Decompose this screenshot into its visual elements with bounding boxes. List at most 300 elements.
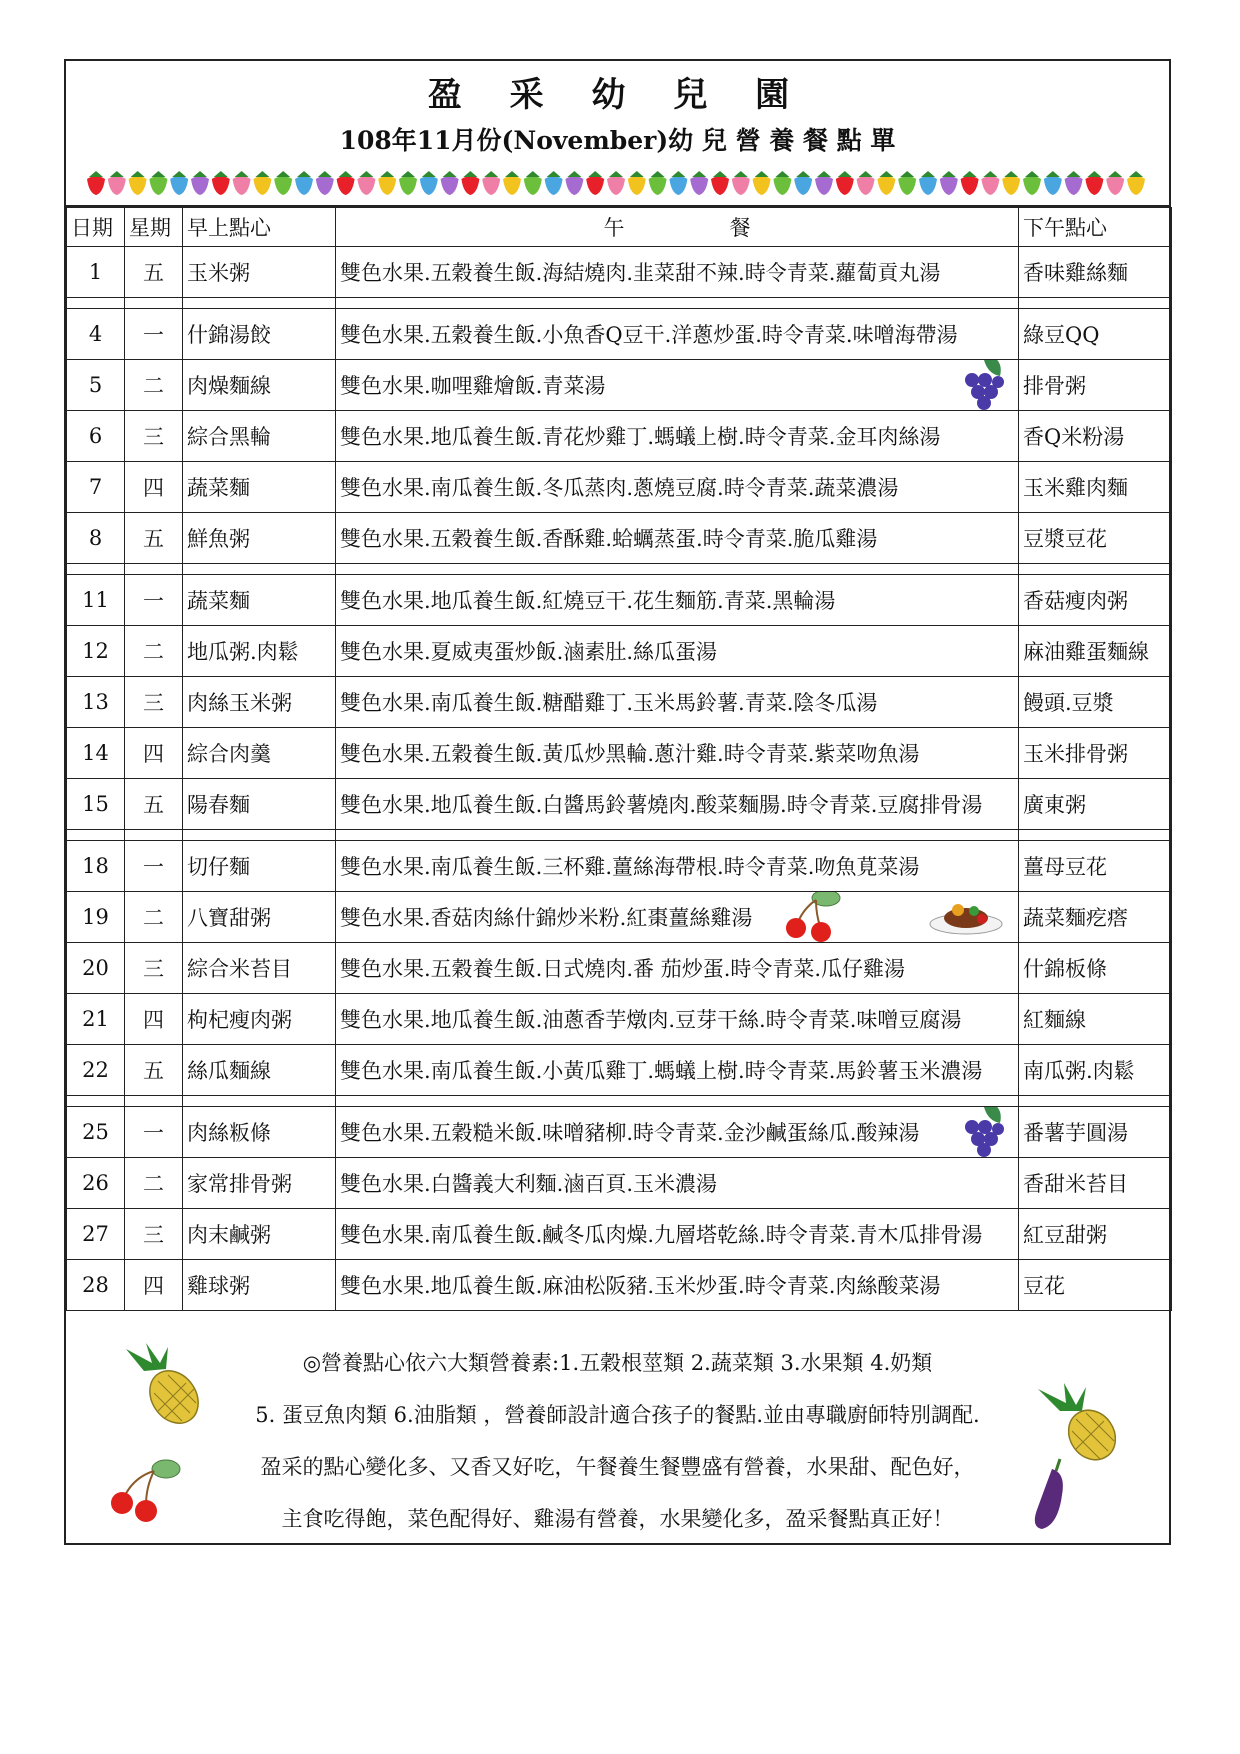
afternoon-snack-text: 豆漿豆花 bbox=[1023, 527, 1107, 551]
morning-snack-cell bbox=[183, 994, 336, 1045]
food-plate-icon bbox=[776, 892, 1006, 943]
week-separator bbox=[67, 1096, 1172, 1107]
date-text: 18 bbox=[82, 854, 109, 878]
table-row bbox=[67, 1045, 1172, 1096]
lunch-text: 雙色水果.五穀養生飯.日式燒肉.番 茄炒蛋.時令青菜.瓜仔雞湯 bbox=[340, 957, 906, 981]
day-text: 四 bbox=[143, 742, 164, 766]
separator-cell bbox=[125, 1096, 183, 1107]
afternoon-snack-text: 番薯芋圓湯 bbox=[1023, 1121, 1128, 1145]
date-text: 19 bbox=[82, 905, 109, 929]
morning-snack-cell bbox=[183, 309, 336, 360]
day-text: 五 bbox=[143, 793, 164, 817]
morning-snack-text: 鮮魚粥 bbox=[187, 527, 250, 551]
date-cell bbox=[67, 1107, 125, 1158]
separator-cell bbox=[67, 830, 125, 841]
date-text: 13 bbox=[82, 690, 109, 714]
date-text: 25 bbox=[82, 1120, 109, 1144]
table-row bbox=[67, 728, 1172, 779]
table-row bbox=[67, 513, 1172, 564]
morning-snack-cell bbox=[183, 1045, 336, 1096]
day-text: 五 bbox=[143, 527, 164, 551]
morning-snack-text: 家常排骨粥 bbox=[187, 1172, 292, 1196]
table-row bbox=[67, 677, 1172, 728]
date-text: 12 bbox=[82, 639, 109, 663]
lunch-text: 雙色水果.夏威夷蛋炒飯.滷素肚.絲瓜蛋湯 bbox=[340, 640, 718, 664]
date-text: 20 bbox=[82, 956, 109, 980]
day-text: 二 bbox=[143, 1172, 164, 1196]
strawberry-icon bbox=[545, 171, 563, 195]
strawberry-icon bbox=[316, 171, 334, 195]
lunch-cell bbox=[336, 1209, 1019, 1260]
col-morning-header: 早上點心 bbox=[183, 208, 336, 247]
date-cell bbox=[67, 309, 125, 360]
table-row bbox=[67, 841, 1172, 892]
afternoon-snack-cell bbox=[1019, 411, 1172, 462]
morning-snack-text: 蔬菜麵 bbox=[187, 589, 250, 613]
strawberry-icon bbox=[170, 171, 188, 195]
date-cell bbox=[67, 677, 125, 728]
morning-snack-cell bbox=[183, 943, 336, 994]
table-row bbox=[67, 994, 1172, 1045]
afternoon-snack-text: 薑母豆花 bbox=[1023, 855, 1107, 879]
table-row bbox=[67, 943, 1172, 994]
table-header-row bbox=[67, 208, 1172, 247]
table-row bbox=[67, 575, 1172, 626]
afternoon-snack-text: 麻油雞蛋麵線 bbox=[1023, 640, 1149, 664]
strawberry-icon bbox=[565, 171, 583, 195]
afternoon-snack-text: 豆花 bbox=[1023, 1274, 1065, 1298]
lunch-text: 雙色水果.南瓜養生飯.冬瓜蒸肉.蔥燒豆腐.時令青菜.蔬菜濃湯 bbox=[340, 476, 899, 500]
morning-snack-text: 肉燥麵線 bbox=[187, 374, 271, 398]
footer-line-1: ◎營養點心依六大類營養素:1.五穀根莖類 2.蔬菜類 3.水果類 4.奶類 bbox=[302, 1351, 933, 1375]
morning-snack-cell bbox=[183, 728, 336, 779]
morning-snack-text: 地瓜粥.肉鬆 bbox=[187, 640, 299, 664]
day-cell bbox=[125, 1260, 183, 1311]
date-cell bbox=[67, 513, 125, 564]
morning-snack-cell bbox=[183, 1209, 336, 1260]
afternoon-snack-cell bbox=[1019, 575, 1172, 626]
col-day-header: 星期 bbox=[125, 208, 183, 247]
strawberry-icon bbox=[836, 171, 854, 195]
strawberry-icon bbox=[898, 171, 916, 195]
strawberry-icon bbox=[357, 171, 375, 195]
lunch-cell bbox=[336, 1045, 1019, 1096]
afternoon-snack-cell bbox=[1019, 513, 1172, 564]
date-cell bbox=[67, 728, 125, 779]
lunch-text: 雙色水果.五穀養生飯.小魚香Q豆干.洋蔥炒蛋.時令青菜.味噌海帶湯 bbox=[340, 323, 958, 347]
strawberry-icon bbox=[149, 171, 167, 195]
afternoon-snack-cell bbox=[1019, 309, 1172, 360]
table-row bbox=[67, 1158, 1172, 1209]
morning-snack-cell bbox=[183, 575, 336, 626]
day-cell bbox=[125, 841, 183, 892]
strawberry-icon bbox=[1106, 171, 1124, 195]
lunch-cell bbox=[336, 943, 1019, 994]
day-text: 三 bbox=[143, 691, 164, 715]
lunch-cell bbox=[336, 841, 1019, 892]
day-cell bbox=[125, 1107, 183, 1158]
menu-title: 108年11月份(November)幼 兒 營 養 餐 點 單 bbox=[339, 126, 896, 155]
strawberry-icon bbox=[524, 171, 542, 195]
date-cell bbox=[67, 462, 125, 513]
date-text: 1 bbox=[88, 260, 103, 284]
afternoon-snack-text: 南瓜粥.肉鬆 bbox=[1023, 1059, 1135, 1083]
lunch-text: 雙色水果.地瓜養生飯.青花炒雞丁.螞蟻上樹.時令青菜.金耳肉絲湯 bbox=[340, 425, 941, 449]
afternoon-snack-text: 香甜米苔目 bbox=[1023, 1172, 1128, 1196]
strawberry-icon bbox=[212, 171, 230, 195]
table-row bbox=[67, 779, 1172, 830]
afternoon-snack-text: 紅豆甜粥 bbox=[1023, 1223, 1107, 1247]
strawberry-icon bbox=[233, 171, 251, 195]
afternoon-snack-cell bbox=[1019, 247, 1172, 298]
day-cell bbox=[125, 779, 183, 830]
strawberry-icon bbox=[877, 171, 895, 195]
table-row bbox=[67, 309, 1172, 360]
afternoon-snack-cell bbox=[1019, 728, 1172, 779]
separator-cell bbox=[1019, 830, 1172, 841]
lunch-text: 雙色水果.五穀養生飯.香酥雞.蛤蠣蒸蛋.時令青菜.脆瓜雞湯 bbox=[340, 527, 878, 551]
lunch-cell bbox=[336, 1107, 1019, 1158]
day-cell bbox=[125, 994, 183, 1045]
morning-snack-cell bbox=[183, 1260, 336, 1311]
morning-snack-cell bbox=[183, 677, 336, 728]
afternoon-snack-cell bbox=[1019, 360, 1172, 411]
lunch-text: 雙色水果.南瓜養生飯.小黃瓜雞丁.螞蟻上樹.時令青菜.馬鈴薯玉米濃湯 bbox=[340, 1059, 983, 1083]
footer-notes bbox=[66, 1345, 1169, 1545]
table-row bbox=[67, 1209, 1172, 1260]
lunch-cell bbox=[336, 994, 1019, 1045]
separator-cell bbox=[125, 830, 183, 841]
separator-cell bbox=[183, 1096, 336, 1107]
strawberry-icon bbox=[108, 171, 126, 195]
morning-snack-cell bbox=[183, 1107, 336, 1158]
day-text: 一 bbox=[143, 1121, 164, 1145]
table-row bbox=[67, 360, 1172, 411]
eggplant-icon bbox=[1026, 1455, 1076, 1535]
day-cell bbox=[125, 626, 183, 677]
day-text: 五 bbox=[143, 261, 164, 285]
morning-snack-cell bbox=[183, 779, 336, 830]
date-cell bbox=[67, 626, 125, 677]
morning-snack-text: 綜合肉羹 bbox=[187, 742, 271, 766]
day-cell bbox=[125, 728, 183, 779]
school-name: 盈 采 幼 兒 園 bbox=[427, 75, 808, 115]
day-cell bbox=[125, 1209, 183, 1260]
strawberry-icon bbox=[669, 171, 687, 195]
separator-cell bbox=[1019, 1096, 1172, 1107]
lunch-text: 雙色水果.南瓜養生飯.三杯雞.薑絲海帶根.時令青菜.吻魚莧菜湯 bbox=[340, 855, 920, 879]
lunch-cell bbox=[336, 1260, 1019, 1311]
strawberry-icon bbox=[753, 171, 771, 195]
separator-cell bbox=[1019, 564, 1172, 575]
pineapple-icon bbox=[124, 1341, 204, 1427]
lunch-cell bbox=[336, 892, 1019, 943]
footer-line-4: 主食吃得飽，菜色配得好、雞湯有營養，水果變化多，盈采餐點真正好！ bbox=[281, 1507, 954, 1531]
morning-snack-cell bbox=[183, 1158, 336, 1209]
morning-snack-cell bbox=[183, 513, 336, 564]
date-cell bbox=[67, 1158, 125, 1209]
strawberry-icon bbox=[461, 171, 479, 195]
afternoon-snack-cell bbox=[1019, 677, 1172, 728]
morning-snack-cell bbox=[183, 411, 336, 462]
col-date-header: 日期 bbox=[67, 208, 125, 247]
date-text: 8 bbox=[88, 526, 103, 550]
day-cell bbox=[125, 513, 183, 564]
day-text: 三 bbox=[143, 1223, 164, 1247]
morning-snack-text: 絲瓜麵線 bbox=[187, 1059, 271, 1083]
separator-cell bbox=[125, 298, 183, 309]
strawberry-icon bbox=[1065, 171, 1083, 195]
strawberry-icon bbox=[857, 171, 875, 195]
morning-snack-text: 綜合黑輪 bbox=[187, 425, 271, 449]
footer-line-3: 盈采的點心變化多、又香又好吃，午餐養生餐豐盛有營養，水果甜、配色好， bbox=[260, 1455, 975, 1479]
lunch-text: 雙色水果.南瓜養生飯.糖醋雞丁.玉米馬鈴薯.青菜.陰冬瓜湯 bbox=[340, 691, 878, 715]
date-text: 7 bbox=[88, 475, 103, 499]
lunch-text: 雙色水果.南瓜養生飯.鹹冬瓜肉燥.九層塔乾絲.時令青菜.青木瓜排骨湯 bbox=[340, 1223, 983, 1247]
lunch-cell bbox=[336, 462, 1019, 513]
strawberry-icon bbox=[919, 171, 937, 195]
date-text: 28 bbox=[82, 1273, 109, 1297]
col-lunch-header: 午 餐 bbox=[336, 208, 1019, 247]
grapes-icon bbox=[958, 360, 1008, 411]
strawberry-border bbox=[86, 165, 1156, 197]
separator-cell bbox=[336, 830, 1019, 841]
date-text: 5 bbox=[88, 373, 103, 397]
morning-snack-text: 枸杞瘦肉粥 bbox=[187, 1008, 292, 1032]
strawberry-icon bbox=[87, 171, 105, 195]
day-cell bbox=[125, 1045, 183, 1096]
afternoon-snack-cell bbox=[1019, 626, 1172, 677]
afternoon-snack-cell bbox=[1019, 779, 1172, 830]
morning-snack-text: 肉絲玉米粥 bbox=[187, 691, 292, 715]
date-cell bbox=[67, 1260, 125, 1311]
afternoon-snack-cell bbox=[1019, 1260, 1172, 1311]
date-text: 22 bbox=[82, 1058, 109, 1082]
week-separator bbox=[67, 298, 1172, 309]
afternoon-snack-text: 紅麵線 bbox=[1023, 1008, 1086, 1032]
menu-sheet bbox=[64, 59, 1171, 1545]
strawberry-icon bbox=[690, 171, 708, 195]
footer-line-2: 5. 蛋豆魚肉類 6.油脂類 ，營養師設計適合孩子的餐點.並由專職廚師特別調配. bbox=[255, 1403, 980, 1427]
day-text: 一 bbox=[143, 589, 164, 613]
date-text: 4 bbox=[88, 322, 103, 346]
strawberry-icon bbox=[295, 171, 313, 195]
date-text: 6 bbox=[88, 424, 103, 448]
lunch-cell bbox=[336, 411, 1019, 462]
separator-cell bbox=[67, 298, 125, 309]
menu-table bbox=[66, 207, 1172, 1311]
lunch-cell bbox=[336, 626, 1019, 677]
day-text: 四 bbox=[143, 1274, 164, 1298]
separator-cell bbox=[183, 830, 336, 841]
afternoon-snack-text: 玉米排骨粥 bbox=[1023, 742, 1128, 766]
afternoon-snack-text: 什錦板條 bbox=[1023, 957, 1107, 981]
day-cell bbox=[125, 1158, 183, 1209]
date-cell bbox=[67, 1209, 125, 1260]
afternoon-snack-cell bbox=[1019, 1107, 1172, 1158]
morning-snack-text: 玉米粥 bbox=[187, 261, 250, 285]
table-row bbox=[67, 1260, 1172, 1311]
day-cell bbox=[125, 462, 183, 513]
pineapple-icon bbox=[1036, 1383, 1126, 1463]
separator-cell bbox=[1019, 298, 1172, 309]
afternoon-snack-text: 排骨粥 bbox=[1023, 374, 1086, 398]
lunch-text: 雙色水果.地瓜養生飯.白醬馬鈴薯燒肉.酸菜麵腸.時令青菜.豆腐排骨湯 bbox=[340, 793, 983, 817]
day-text: 二 bbox=[143, 906, 164, 930]
lunch-text: 雙色水果.五穀糙米飯.味噌豬柳.時令青菜.金沙鹹蛋絲瓜.酸辣湯 bbox=[340, 1121, 920, 1145]
morning-snack-text: 蔬菜麵 bbox=[187, 476, 250, 500]
day-text: 三 bbox=[143, 425, 164, 449]
afternoon-snack-text: 玉米雞肉麵 bbox=[1023, 476, 1128, 500]
separator-cell bbox=[67, 1096, 125, 1107]
strawberry-icon bbox=[191, 171, 209, 195]
separator-cell bbox=[67, 564, 125, 575]
date-text: 15 bbox=[82, 792, 109, 816]
strawberry-icon bbox=[399, 171, 417, 195]
strawberry-icon bbox=[337, 171, 355, 195]
strawberry-icon bbox=[732, 171, 750, 195]
afternoon-snack-cell bbox=[1019, 1158, 1172, 1209]
lunch-text: 雙色水果.咖哩雞燴飯.青菜湯 bbox=[340, 374, 606, 398]
strawberry-icon bbox=[649, 171, 667, 195]
date-text: 21 bbox=[82, 1007, 109, 1031]
lunch-text: 雙色水果.白醬義大利麵.滷百頁.玉米濃湯 bbox=[340, 1172, 718, 1196]
day-text: 二 bbox=[143, 374, 164, 398]
strawberry-icon bbox=[794, 171, 812, 195]
strawberry-icon bbox=[773, 171, 791, 195]
strawberry-icon bbox=[1127, 171, 1145, 195]
separator-cell bbox=[336, 1096, 1019, 1107]
afternoon-snack-text: 綠豆QQ bbox=[1023, 323, 1100, 347]
lunch-text: 雙色水果.五穀養生飯.黃瓜炒黑輪.蔥汁雞.時令青菜.紫菜吻魚湯 bbox=[340, 742, 920, 766]
afternoon-snack-cell bbox=[1019, 892, 1172, 943]
day-cell bbox=[125, 309, 183, 360]
strawberry-icon bbox=[628, 171, 646, 195]
strawberry-icon bbox=[253, 171, 271, 195]
lunch-text: 雙色水果.五穀養生飯.海結燒肉.韭菜甜不辣.時令青菜.蘿蔔貢丸湯 bbox=[340, 261, 941, 285]
strawberry-icon bbox=[586, 171, 604, 195]
afternoon-snack-cell bbox=[1019, 1209, 1172, 1260]
date-text: 27 bbox=[82, 1222, 109, 1246]
afternoon-snack-cell bbox=[1019, 1045, 1172, 1096]
separator-cell bbox=[336, 564, 1019, 575]
date-cell bbox=[67, 575, 125, 626]
table-row bbox=[67, 892, 1172, 943]
strawberry-icon bbox=[441, 171, 459, 195]
date-cell bbox=[67, 1045, 125, 1096]
lunch-cell bbox=[336, 513, 1019, 564]
strawberry-icon bbox=[482, 171, 500, 195]
morning-snack-text: 八寶甜粥 bbox=[187, 906, 271, 930]
date-cell bbox=[67, 943, 125, 994]
afternoon-snack-cell bbox=[1019, 943, 1172, 994]
morning-snack-text: 肉末鹹粥 bbox=[187, 1223, 271, 1247]
afternoon-snack-text: 廣東粥 bbox=[1023, 793, 1086, 817]
afternoon-snack-text: 香Q米粉湯 bbox=[1023, 425, 1125, 449]
strawberry-icon bbox=[815, 171, 833, 195]
day-text: 一 bbox=[143, 855, 164, 879]
strawberry-icon bbox=[1002, 171, 1020, 195]
morning-snack-cell bbox=[183, 841, 336, 892]
lunch-cell bbox=[336, 677, 1019, 728]
strawberry-icon bbox=[1023, 171, 1041, 195]
afternoon-snack-text: 蔬菜麵疙瘩 bbox=[1023, 906, 1128, 930]
separator-cell bbox=[336, 298, 1019, 309]
morning-snack-text: 切仔麵 bbox=[187, 855, 250, 879]
day-text: 四 bbox=[143, 1008, 164, 1032]
cherries-icon bbox=[104, 1457, 184, 1527]
afternoon-snack-text: 香味雞絲麵 bbox=[1023, 261, 1128, 285]
table-row bbox=[67, 247, 1172, 298]
day-text: 二 bbox=[143, 640, 164, 664]
day-cell bbox=[125, 247, 183, 298]
lunch-cell bbox=[336, 575, 1019, 626]
lunch-text: 雙色水果.香菇肉絲什錦炒米粉.紅棗薑絲雞湯 bbox=[340, 906, 753, 930]
date-text: 14 bbox=[82, 741, 109, 765]
day-cell bbox=[125, 575, 183, 626]
table-row bbox=[67, 411, 1172, 462]
morning-snack-cell bbox=[183, 360, 336, 411]
day-cell bbox=[125, 677, 183, 728]
afternoon-snack-cell bbox=[1019, 462, 1172, 513]
strawberry-icon bbox=[711, 171, 729, 195]
date-cell bbox=[67, 411, 125, 462]
lunch-cell bbox=[336, 728, 1019, 779]
day-cell bbox=[125, 360, 183, 411]
table-row bbox=[67, 626, 1172, 677]
afternoon-snack-cell bbox=[1019, 841, 1172, 892]
date-cell bbox=[67, 994, 125, 1045]
week-separator bbox=[67, 564, 1172, 575]
morning-snack-cell bbox=[183, 462, 336, 513]
morning-snack-text: 綜合米苔目 bbox=[187, 957, 292, 981]
morning-snack-text: 什錦湯餃 bbox=[187, 323, 271, 347]
strawberry-icon bbox=[961, 171, 979, 195]
strawberry-icon bbox=[607, 171, 625, 195]
table-row bbox=[67, 1107, 1172, 1158]
morning-snack-cell bbox=[183, 892, 336, 943]
lunch-cell bbox=[336, 309, 1019, 360]
date-cell bbox=[67, 841, 125, 892]
date-text: 11 bbox=[82, 588, 109, 612]
strawberry-icon bbox=[940, 171, 958, 195]
lunch-cell bbox=[336, 779, 1019, 830]
cherries-icon bbox=[786, 892, 840, 943]
day-text: 三 bbox=[143, 957, 164, 981]
separator-cell bbox=[183, 298, 336, 309]
grapes-icon bbox=[958, 1107, 1008, 1158]
lunch-cell bbox=[336, 247, 1019, 298]
afternoon-snack-cell bbox=[1019, 994, 1172, 1045]
date-cell bbox=[67, 247, 125, 298]
lunch-cell bbox=[336, 1158, 1019, 1209]
day-cell bbox=[125, 892, 183, 943]
date-cell bbox=[67, 360, 125, 411]
lunch-text: 雙色水果.地瓜養生飯.麻油松阪豬.玉米炒蛋.時令青菜.肉絲酸菜湯 bbox=[340, 1274, 941, 1298]
morning-snack-cell bbox=[183, 626, 336, 677]
col-afternoon-header: 下午點心 bbox=[1019, 208, 1172, 247]
lunch-text: 雙色水果.地瓜養生飯.油蔥香芋燉肉.豆芽干絲.時令青菜.味噌豆腐湯 bbox=[340, 1008, 962, 1032]
date-text: 26 bbox=[82, 1171, 109, 1195]
strawberry-icon bbox=[981, 171, 999, 195]
morning-snack-text: 雞球粥 bbox=[187, 1274, 250, 1298]
morning-snack-text: 陽春麵 bbox=[187, 793, 250, 817]
afternoon-snack-text: 香菇瘦肉粥 bbox=[1023, 589, 1128, 613]
table-row bbox=[67, 462, 1172, 513]
strawberry-icon bbox=[274, 171, 292, 195]
strawberry-icon bbox=[378, 171, 396, 195]
strawberry-icon bbox=[503, 171, 521, 195]
